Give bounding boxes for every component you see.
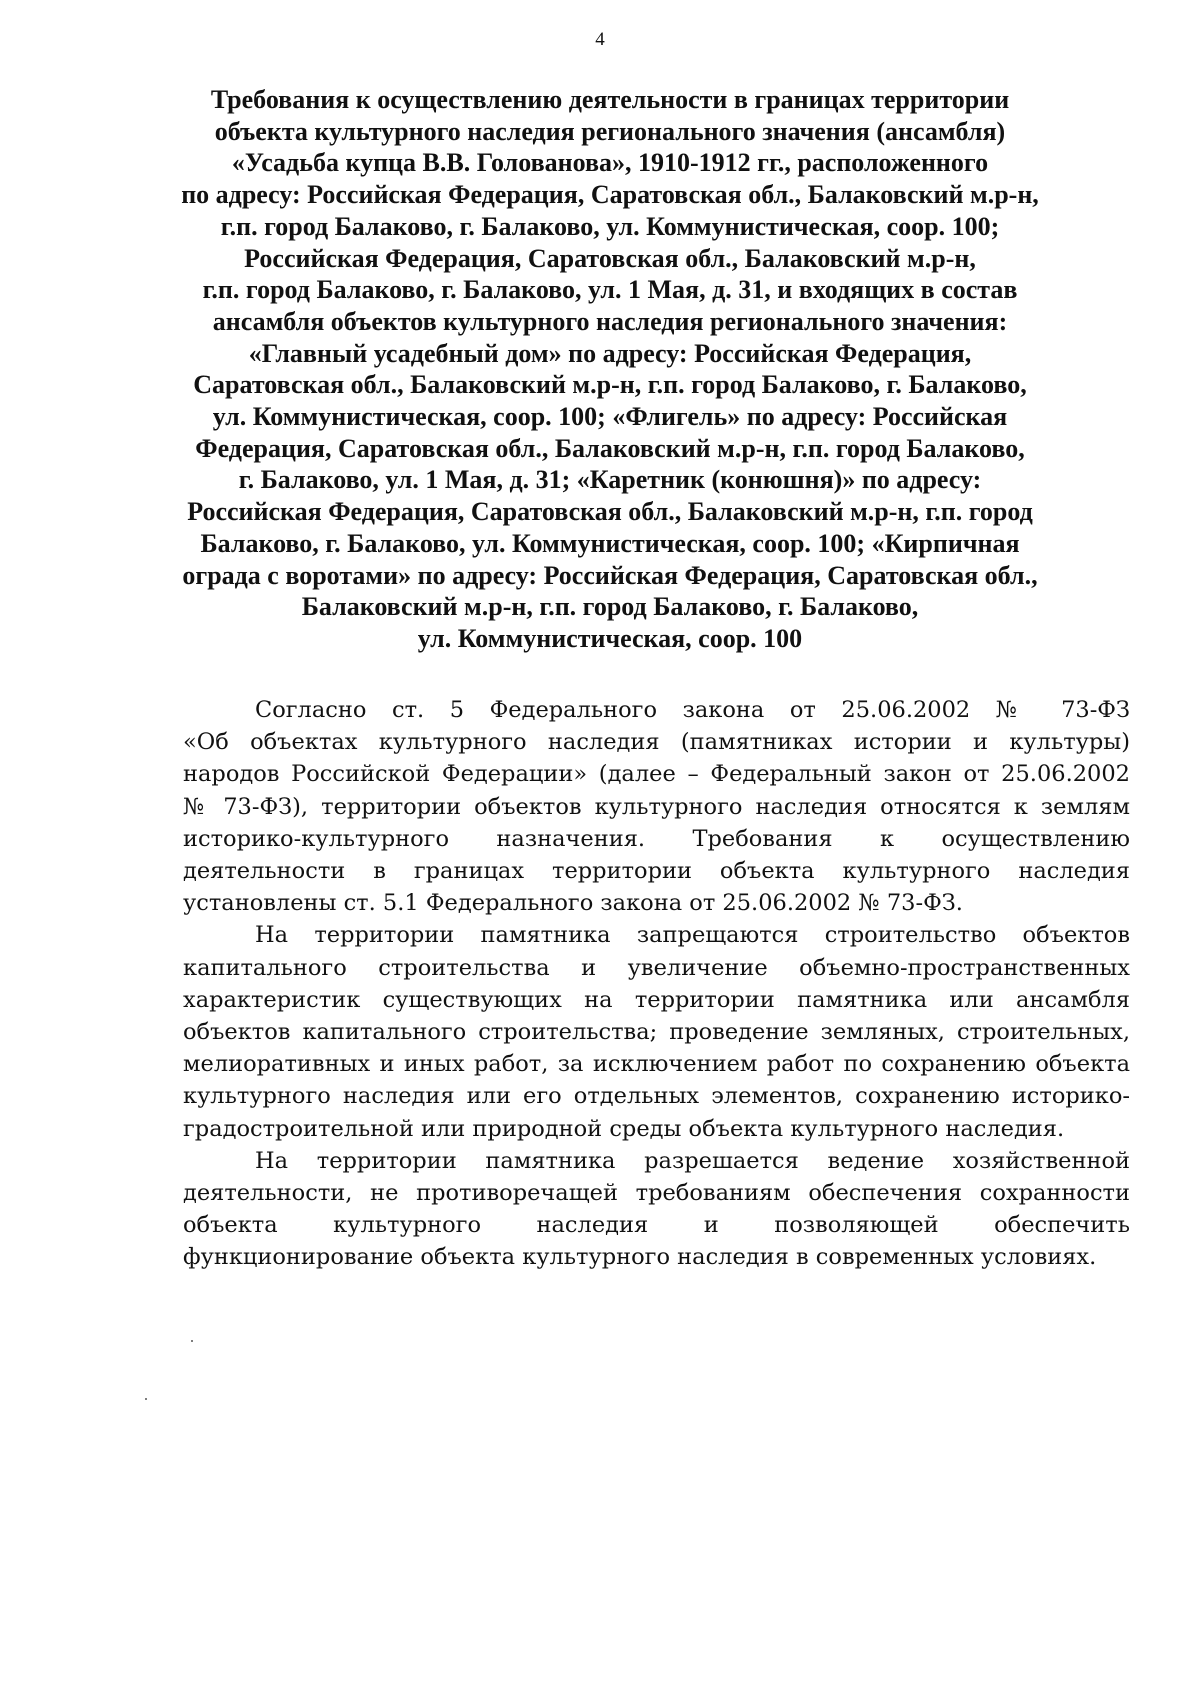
scan-artifact-dot xyxy=(145,1398,147,1400)
paragraph-line: деятельности в границах территории объекта культурного наследия xyxy=(183,858,1130,885)
title-line: Федерация, Саратовская обл., Балаковский м.р-н, г.п. город Балаково, xyxy=(195,433,1025,463)
title-line: Балаково, г. Балаково, ул. Коммунистическая, соор. 100; «Кирпичная xyxy=(200,528,1020,558)
paragraph-line: градостроительной или природной среды объекта культурного наследия. xyxy=(183,1115,1065,1142)
document-title xyxy=(170,84,1050,655)
title-line: ограда с воротами» по адресу: Российская Федерация, Саратовская обл., xyxy=(182,560,1038,590)
title-line: ул. Коммунистическая, соор. 100; «Флигель» по адресу: Российская xyxy=(212,402,1008,432)
paragraph-line: На территории памятника запрещаются строительство объектов xyxy=(255,922,1130,949)
paragraph-line: объекта культурного наследия и позволяющей обеспечить xyxy=(183,1212,1130,1239)
title-line: г. Балаково, ул. 1 Мая, д. 31; «Каретник (конюшня)» по адресу: xyxy=(238,465,982,495)
paragraph-line: характеристик существующих на территории памятника или ансамбля xyxy=(183,986,1130,1013)
paragraph-prohibitions xyxy=(183,919,1130,1144)
paragraph-law-reference xyxy=(183,694,1130,919)
paragraph-line: функционирование объекта культурного наследия в современных условиях. xyxy=(183,1244,1097,1271)
title-line: объекта культурного наследия регионального значения (ансамбля) xyxy=(214,116,1006,146)
paragraph-line: историко-культурного назначения. Требования к осуществлению xyxy=(183,825,1130,852)
title-line: г.п. город Балаково, г. Балаково, ул. 1 Мая, д. 31, и входящих в состав xyxy=(202,275,1018,305)
paragraph-line: капитального строительства и увеличение объемно-пространственных xyxy=(183,954,1130,981)
scan-artifact-dot xyxy=(191,1340,193,1342)
document-body xyxy=(183,694,1130,1274)
title-line: Российская Федерация, Саратовская обл., Балаковский м.р-н, г.п. город xyxy=(187,497,1033,527)
paragraph-line: деятельности, не противоречащей требованиям обеспечения сохранности xyxy=(183,1180,1130,1207)
title-line: по адресу: Российская Федерация, Саратовская обл., Балаковский м.р-н, xyxy=(181,180,1039,210)
paragraph-permissions xyxy=(183,1145,1130,1274)
title-line: ул. Коммунистическая, соор. 100 xyxy=(417,623,803,653)
paragraph-line: № 73-ФЗ), территории объектов культурного наследия относятся к землям xyxy=(183,793,1130,820)
title-line: Требования к осуществлению деятельности в границах территории xyxy=(210,85,1010,114)
paragraph-line: культурного наследия или его отдельных элементов, сохранению историко- xyxy=(183,1083,1130,1110)
page-number: 4 xyxy=(595,29,605,50)
title-line: ансамбля объектов культурного наследия регионального значения: xyxy=(212,306,1008,336)
title-line: г.п. город Балаково, г. Балаково, ул. Коммунистическая, соор. 100; xyxy=(220,211,1000,241)
paragraph-line: установлены ст. 5.1 Федерального закона от 25.06.2002 № 73-ФЗ. xyxy=(183,890,963,917)
paragraph-line: объектов капитального строительства; проведение земляных, строительных, xyxy=(183,1019,1130,1046)
paragraph-line: мелиоративных и иных работ, за исключением работ по сохранению объекта xyxy=(183,1051,1130,1078)
paragraph-line: народов Российской Федерации» (далее – Федеральный закон от 25.06.2002 xyxy=(183,761,1130,788)
paragraph-line: Согласно ст. 5 Федерального закона от 25.06.2002 № 73-ФЗ xyxy=(255,697,1130,723)
title-line: Саратовская обл., Балаковский м.р-н, г.п. город Балаково, г. Балаково, xyxy=(193,370,1027,400)
title-line: Российская Федерация, Саратовская обл., Балаковский м.р-н, xyxy=(244,243,976,273)
title-line: Балаковский м.р-н, г.п. город Балаково, г. Балаково, xyxy=(301,592,919,622)
title-line: «Главный усадебный дом» по адресу: Российская Федерация, xyxy=(248,338,972,368)
title-line: «Усадьба купца В.В. Голованова», 1910-1912 гг., расположенного xyxy=(231,148,989,178)
paragraph-line: На территории памятника разрешается ведение хозяйственной xyxy=(255,1147,1130,1174)
paragraph-line: «Об объектах культурного наследия (памятниках истории и культуры) xyxy=(183,729,1130,756)
